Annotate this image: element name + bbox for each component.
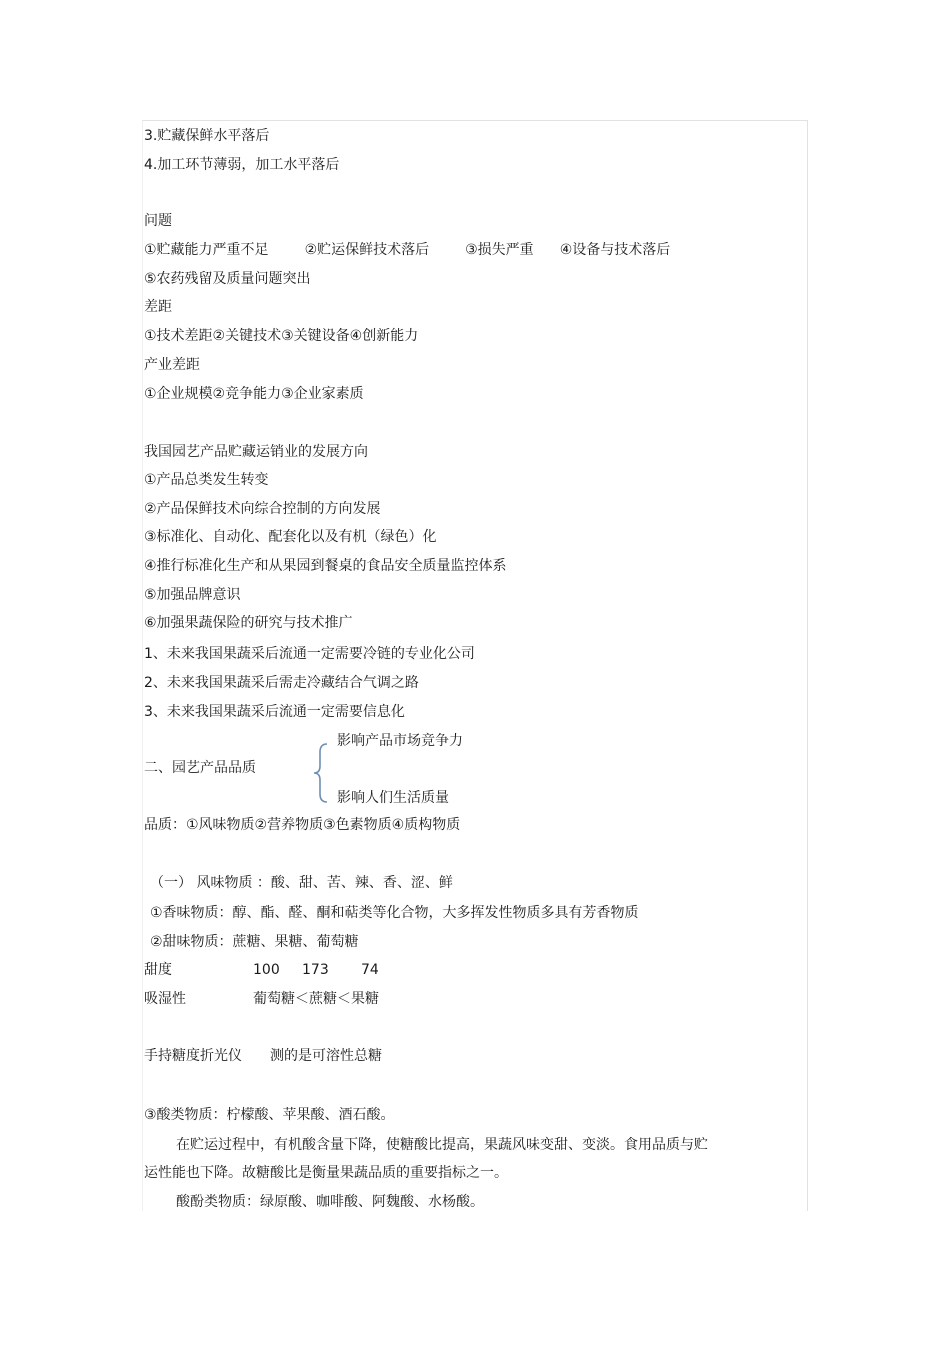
problem-item: ④设备与技术落后 (559, 242, 671, 258)
text-line: ⑥加强果蔬保险的研究与技术推广 (144, 615, 353, 631)
text-line: ①产品总类发生转变 (144, 472, 269, 488)
text-line: ⑤加强品牌意识 (144, 587, 241, 603)
text-line: 4.加工环节薄弱，加工水平落后 (144, 157, 340, 173)
sweetness-value: 100 (253, 962, 280, 978)
paragraph-line: 在贮运过程中，有机酸含量下降，使糖酸比提高，果蔬风味变甜、变淡。食用品质与贮 (176, 1137, 708, 1153)
heading-direction: 我国园艺产品贮藏运销业的发展方向 (144, 444, 368, 460)
problem-item: ②贮运保鲜技术落后 (304, 242, 430, 258)
text-line: ④推行标准化生产和从果园到餐桌的食品安全质量监控体系 (144, 558, 507, 574)
curly-brace-icon (311, 742, 331, 804)
brace-item-top: 影响产品市场竞争力 (337, 733, 463, 749)
text-line: ⑤农药残留及质量问题突出 (144, 271, 311, 287)
subsection-heading: （一） 风味物质 ：酸、甜、苦、辣、香、涩、鲜 (150, 875, 453, 891)
problem-list-line (144, 241, 670, 259)
paragraph-line: 运性能也下降。故糖酸比是衡量果蔬品质的重要指标之一。 (144, 1165, 508, 1181)
text-line: 2、未来我国果蔬采后需走冷藏结合气调之路 (144, 675, 419, 691)
sweetness-value: 173 (302, 962, 329, 978)
refractometer-label: 手持糖度折光仪 (144, 1048, 242, 1064)
refractometer-value: 测的是可溶性总糖 (270, 1048, 382, 1064)
text-line: ①技术差距②关键技术③关键设备④创新能力 (144, 328, 419, 344)
hygroscopicity-value: 葡萄糖＜蔗糖＜果糖 (253, 991, 379, 1007)
heading-gap: 差距 (144, 299, 172, 315)
text-line: ②产品保鲜技术向综合控制的方向发展 (144, 501, 381, 517)
heading-problems: 问题 (144, 213, 172, 229)
text-line: ①企业规模②竞争能力③企业家素质 (144, 386, 364, 402)
text-line: ③标准化、自动化、配套化以及有机（绿色）化 (144, 529, 437, 545)
text-line: 品质：①风味物质②营养物质③色素物质④质构物质 (144, 817, 461, 833)
section-heading: 二、园艺产品品质 (144, 760, 256, 776)
text-line: 3、未来我国果蔬采后流通一定需要信息化 (144, 704, 405, 720)
sweetness-label: 甜度 (144, 962, 172, 978)
problem-item: ③损失严重 (465, 242, 534, 258)
text-line: 1、未来我国果蔬采后流通一定需要冷链的专业化公司 (144, 646, 475, 662)
brace-item-bottom: 影响人们生活质量 (337, 790, 449, 806)
problem-item: ①贮藏能力严重不足 (144, 242, 269, 258)
text-line: 3.贮藏保鲜水平落后 (144, 128, 270, 144)
text-line: ①香味物质：醇、酯、醛、酮和萜类等化合物，大多挥发性物质多具有芳香物质 (150, 905, 639, 921)
heading-industry-gap: 产业差距 (144, 357, 200, 373)
hygroscopicity-label: 吸湿性 (144, 991, 186, 1007)
text-line: ③酸类物质：柠檬酸、苹果酸、酒石酸。 (144, 1107, 395, 1123)
text-line: ②甜味物质：蔗糖、果糖、葡萄糖 (150, 934, 359, 950)
sweetness-value: 74 (361, 962, 379, 978)
paragraph-line: 酸酚类物质：绿原酸、咖啡酸、阿魏酸、水杨酸。 (176, 1194, 484, 1210)
